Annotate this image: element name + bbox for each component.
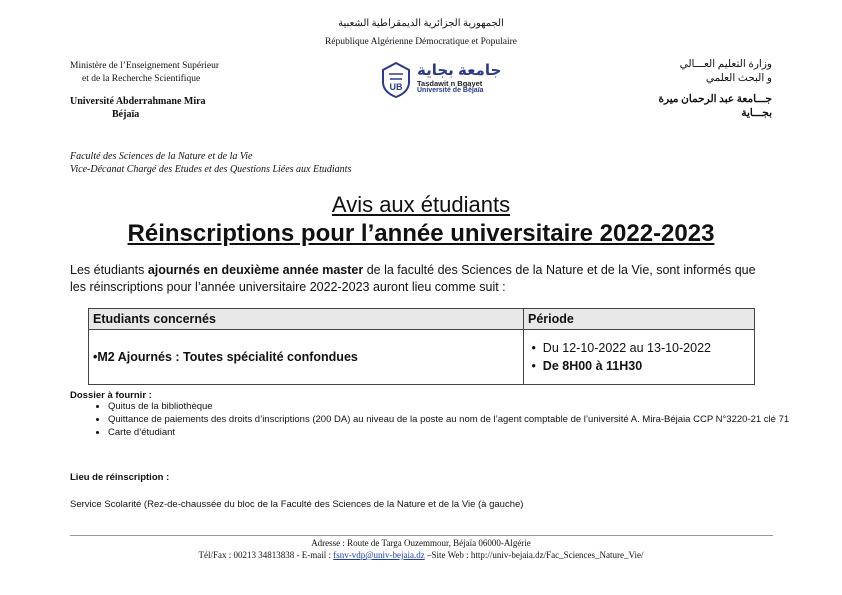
- lieu-value: Service Scolarité (Rez-de-chaussée du bloc de la Faculté des Sciences de la Nature et de la Vie (à gauche): [70, 499, 524, 510]
- ministry-fr-line2: et de la Recherche Scientifique: [82, 74, 201, 84]
- ministry-ar-line1: وزارة التعليم العـــالي: [679, 59, 772, 70]
- logo-text-kab: Tasdawit n Bgayet: [417, 79, 483, 88]
- email-link[interactable]: fsnv-vdp@univ-bejaia.dz: [333, 550, 425, 560]
- footer: [0, 537, 842, 561]
- university-name-fr: Université Abderrahmane Mira: [70, 96, 206, 107]
- notice-intro: [70, 262, 775, 296]
- cell-period: [524, 330, 755, 385]
- vice-deanship: Vice-Décanat Chargé des Etudes et des Questions Liées aux Etudiants: [70, 164, 352, 175]
- period-dates-item: • Du 12-10-2022 au 13-10-2022: [528, 341, 711, 355]
- university-city-fr: Béjaïa: [112, 109, 140, 120]
- ministry-fr-line1: Ministère de l’Enseignement Supérieur: [70, 61, 220, 71]
- list-item: • Quittance de paiements des droits d’inscriptions (200 DA) au niveau de la poste au nom de l’agent comptable de l’université A. Mira-Béjaia CCP N°3220-21 clé 71: [108, 414, 798, 426]
- footer-address: Adresse : Route de Targa Ouzemmour, Béjaïa 06000-Algérie: [311, 538, 531, 548]
- republic-title-ar: الجمهورية الجزائرية الديمقراطية الشعبية: [338, 18, 504, 29]
- intro-emphasis: ajournés en deuxième année master: [147, 263, 364, 277]
- university-ar: [572, 93, 772, 121]
- dossier-list: [70, 400, 798, 440]
- university-crest-icon: [381, 62, 411, 98]
- university-fr: [70, 95, 270, 121]
- period-hours: De 8H00 à 11H30: [542, 359, 643, 373]
- lieu-title: Lieu de réinscription :: [70, 472, 170, 483]
- university-city-ar: بجـــاية: [741, 108, 772, 119]
- cell-students: •M2 Ajournés : Toutes spécialité confondues: [89, 330, 524, 385]
- table-header-row: [89, 309, 755, 330]
- contact-suffix: –Site Web : http://univ-bejaia.dz/Fac_Sciences_Nature_Vie/: [424, 550, 644, 560]
- intro-part-c: de la faculté des Sciences de la Nature et de la Vie, sont informés que les réinscriptions pour l’année universitaire 2022-2023 auront lieu comme suit :: [70, 263, 756, 294]
- list-item: • Carte d’étudiant: [108, 427, 798, 439]
- notice-title: Avis aux étudiants: [331, 192, 511, 217]
- republic-title-fr: République Algérienne Démocratique et Populaire: [324, 37, 518, 47]
- faculty-info: [70, 150, 351, 176]
- schedule-table: [88, 308, 755, 385]
- logo-text-ar: جامعة بجاية: [417, 62, 502, 79]
- faculty-name: Faculté des Sciences de la Nature et de la Vie: [70, 151, 253, 162]
- ministry-ar-line2: و البحث العلمي: [705, 73, 772, 84]
- university-name-ar: جـــامعة عبد الرحمان ميرة: [658, 94, 772, 105]
- period-dates: Du 12-10-2022 au 13-10-2022: [542, 341, 711, 355]
- header-period: Période: [524, 309, 755, 330]
- table-row: [89, 330, 755, 385]
- footer-divider: [70, 535, 773, 536]
- logo-text-fr: Université de Béjaïa: [417, 87, 484, 94]
- notice-subtitle: Réinscriptions pour l’année universitaire 2022-2023: [127, 220, 715, 247]
- footer-contact: [0, 549, 842, 561]
- ministry-fr: [70, 60, 270, 86]
- svg-text:UB: UB: [389, 82, 403, 92]
- header-students: Etudiants concernés: [89, 309, 524, 330]
- period-hours-item: • De 8H00 à 11H30: [528, 359, 643, 373]
- list-item: • Quitus de la bibliothèque: [108, 401, 798, 413]
- students-value: M2 Ajournés : Toutes spécialité confondues: [97, 350, 358, 364]
- ministry-ar: [572, 58, 772, 86]
- intro-part-a: Les étudiants: [70, 263, 148, 277]
- contact-prefix: Tél/Fax : 00213 34813838 - E-mail :: [198, 550, 334, 560]
- dossier-title: Dossier à fournir :: [70, 390, 152, 401]
